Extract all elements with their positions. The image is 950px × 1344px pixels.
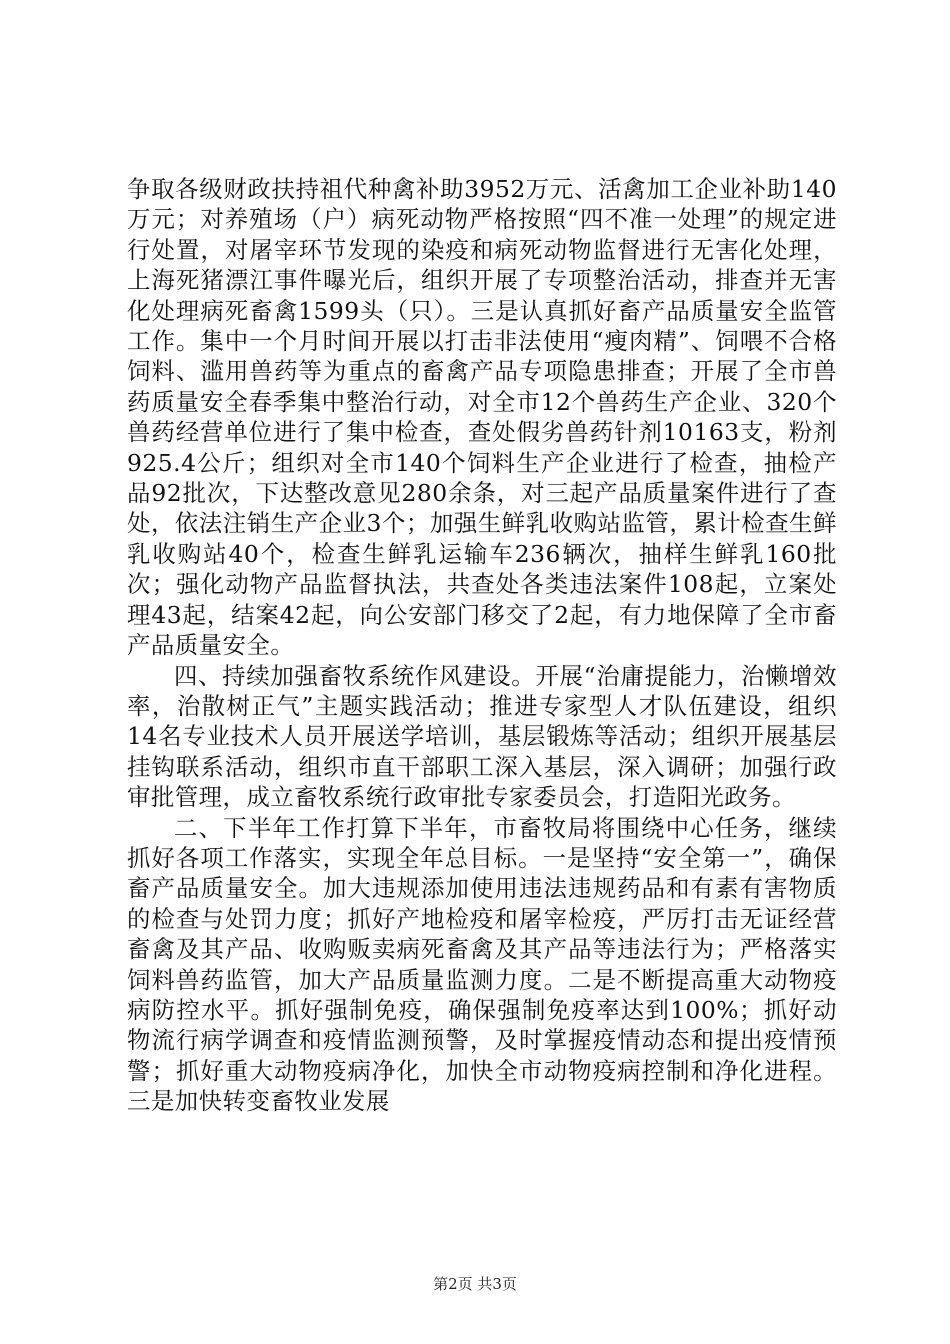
document-body bbox=[127, 174, 837, 1117]
page-footer: 第2页 共3页 bbox=[433, 1275, 517, 1293]
paragraph-continuation: 争取各级财政扶持祖代种禽补助3952万元、活禽加工企业补助140万元；对养殖场（户）病死动物严格按照“四不准一处理”的规定进行处置，对屠宰环节发现的染疫和病死动物监督进行无害化处理，上海死猪漂江事件曝光后，组织开展了专项整治活动，排查并无害化处理病死畜禽1599头（只）。三是认真抓好畜产品质量安全监管工作。集中一个月时间开展以打击非法使用“瘦肉精”、饲喂不合格饲料、滥用兽药等为重点的畜禽产品专项隐患排查；开展了全市兽药质量安全春季集中整治行动，对全市12个兽药生产企业、320个兽药经营单位进行了集中检查，查处假劣兽药针剂10163支，粉剂925.4公斤；组织对全市140个饲料生产企业进行了检查，抽检产品92批次，下达整改意见280余条，对三起产品质量案件进行了查处，依法注销生产企业3个；加强生鲜乳收购站监管，累计检查生鲜乳收购站40个，检查生鲜乳运输车236辆次，抽样生鲜乳160批次；强化动物产品监督执法，共查处各类违法案件108起，立案处理43起，结案42起，向公安部门移交了2起，有力地保障了全市畜产品质量安全。 bbox=[127, 175, 837, 660]
paragraph-section-four: 四、持续加强畜牧系统作风建设。开展“治庸提能力，治懒增效率，治散树正气”主题实践活动；推进专家型人才队伍建设，组织14名专业技术人员开展送学培训，基层锻炼等活动；组织开展基层挂钩联系活动，组织市直干部职工深入基层，深入调研；加强行政审批管理，成立畜牧系统行政审批专家委员会，打造阳光政务。 bbox=[127, 661, 837, 812]
paragraph-second-half-plan: 二、下半年工作打算下半年，市畜牧局将围绕中心任务，继续抓好各项工作落实，实现全年总目标。一是坚持“安全第一”，确保畜产品质量安全。加大违规添加使用违法违规药品和有素有害物质的检查与处罚力度；抓好产地检疫和屠宰检疫，严厉打击无证经营畜禽及其产品、收购贩卖病死畜禽及其产品等违法行为；严格落实饲料兽药监管，加大产品质量监测力度。二是不断提高重大动物疫病防控水平。抓好强制免疫，确保强制免疫率达到100%；抓好动物流行病学调查和疫情监测预警，及时掌握疫情动态和提出疫情预警；抓好重大动物疫病净化，加快全市动物疫病控制和净化进程。三是加快转变畜牧业发展 bbox=[127, 813, 837, 1116]
